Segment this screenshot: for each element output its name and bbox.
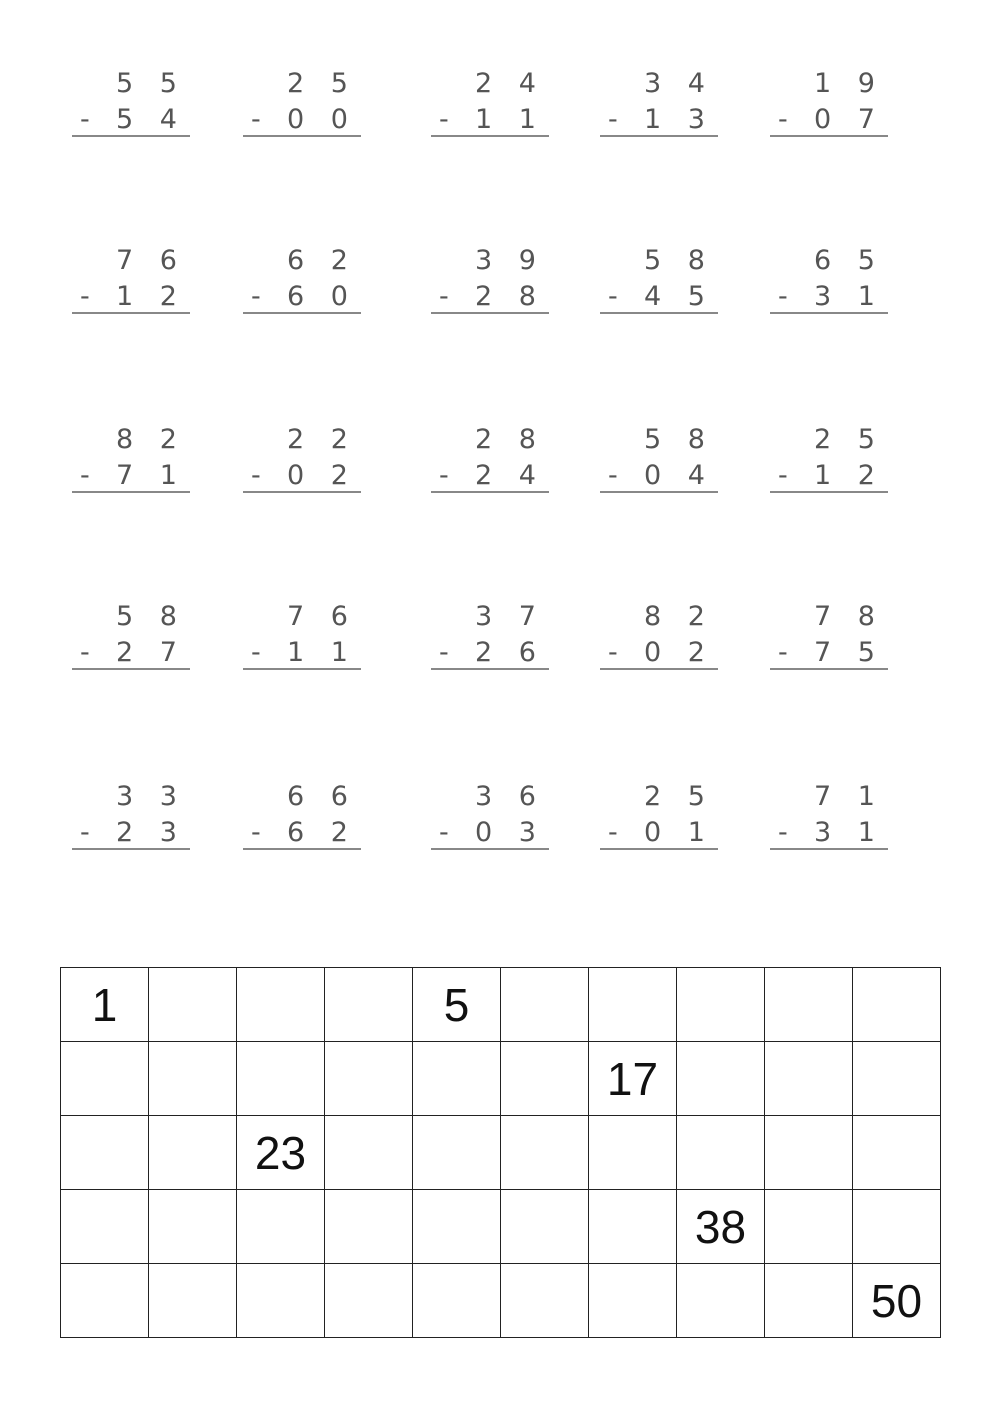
problem (243, 603, 361, 675)
grid-cell[interactable] (765, 1264, 853, 1338)
grid-cell[interactable] (501, 968, 589, 1042)
grid-cell[interactable] (149, 1116, 237, 1190)
grid-cell[interactable] (677, 1042, 765, 1116)
minuend: 5 5 (116, 68, 186, 99)
grid-cell[interactable] (765, 1042, 853, 1116)
number-grid (60, 967, 941, 1338)
problem (600, 426, 718, 498)
minus-sign: - (439, 281, 449, 312)
subtrahend: 1 3 (644, 104, 714, 135)
problem (600, 70, 718, 142)
minuend: 8 2 (116, 424, 186, 455)
grid-cell[interactable]: 23 (237, 1116, 325, 1190)
subtrahend: 0 0 (287, 104, 357, 135)
subtrahend: 7 1 (116, 460, 186, 491)
subtrahend: 2 7 (116, 637, 186, 668)
grid-cell[interactable] (677, 1264, 765, 1338)
minuend: 3 4 (644, 68, 714, 99)
problem (243, 426, 361, 498)
minus-sign: - (439, 637, 449, 668)
problem (770, 70, 888, 142)
grid-row (61, 968, 941, 1042)
answer-line (243, 135, 361, 137)
minuend: 2 5 (814, 424, 884, 455)
answer-line (72, 312, 190, 314)
minuend: 2 5 (644, 781, 714, 812)
problem (431, 247, 549, 319)
grid-cell[interactable] (413, 1190, 501, 1264)
grid-cell[interactable] (61, 1190, 149, 1264)
grid-cell[interactable] (853, 1042, 941, 1116)
minus-sign: - (778, 637, 788, 668)
grid-cell[interactable] (413, 1264, 501, 1338)
grid-cell[interactable] (325, 1264, 413, 1338)
problem (431, 426, 549, 498)
grid-cell[interactable] (237, 968, 325, 1042)
minuend: 7 6 (116, 245, 186, 276)
grid-cell[interactable] (589, 1190, 677, 1264)
minus-sign: - (439, 104, 449, 135)
minus-sign: - (80, 460, 90, 491)
problem (72, 70, 190, 142)
subtrahend: 5 4 (116, 104, 186, 135)
minuend: 7 1 (814, 781, 884, 812)
problem (243, 247, 361, 319)
answer-line (600, 848, 718, 850)
problem (431, 603, 549, 675)
answer-line (72, 668, 190, 670)
grid-cell[interactable] (237, 1264, 325, 1338)
grid-cell[interactable] (149, 1264, 237, 1338)
answer-line (770, 491, 888, 493)
problem (72, 426, 190, 498)
minuend: 2 5 (287, 68, 357, 99)
minuend: 3 6 (475, 781, 545, 812)
minuend: 3 7 (475, 601, 545, 632)
grid-cell[interactable] (853, 1116, 941, 1190)
minus-sign: - (608, 637, 618, 668)
grid-cell[interactable] (501, 1042, 589, 1116)
answer-line (72, 848, 190, 850)
grid-row (61, 1264, 941, 1338)
minuend: 2 8 (475, 424, 545, 455)
minus-sign: - (608, 281, 618, 312)
minus-sign: - (80, 281, 90, 312)
grid-cell[interactable] (589, 1116, 677, 1190)
problem (600, 247, 718, 319)
problem (431, 783, 549, 855)
grid-cell[interactable] (325, 1042, 413, 1116)
answer-line (770, 312, 888, 314)
grid-cell[interactable] (501, 1264, 589, 1338)
problem (72, 247, 190, 319)
grid-cell[interactable] (589, 968, 677, 1042)
subtrahend: 1 1 (287, 637, 357, 668)
minus-sign: - (80, 104, 90, 135)
subtrahend: 1 2 (116, 281, 186, 312)
answer-line (431, 668, 549, 670)
grid-cell[interactable] (237, 1190, 325, 1264)
minus-sign: - (778, 104, 788, 135)
subtrahend: 2 3 (116, 817, 186, 848)
minus-sign: - (251, 104, 261, 135)
minuend: 2 2 (287, 424, 357, 455)
problem (770, 783, 888, 855)
grid-cell[interactable] (853, 1190, 941, 1264)
answer-line (600, 312, 718, 314)
subtrahend: 0 2 (287, 460, 357, 491)
problem (243, 783, 361, 855)
grid-row (61, 1190, 941, 1264)
subtrahend: 3 1 (814, 281, 884, 312)
grid-cell[interactable] (677, 1116, 765, 1190)
minus-sign: - (778, 460, 788, 491)
subtrahend: 2 4 (475, 460, 545, 491)
subtrahend: 0 2 (644, 637, 714, 668)
subtrahend: 1 2 (814, 460, 884, 491)
minuend: 7 6 (287, 601, 357, 632)
subtrahend: 6 2 (287, 817, 357, 848)
minus-sign: - (80, 637, 90, 668)
grid-cell[interactable] (149, 968, 237, 1042)
grid-cell[interactable]: 38 (677, 1190, 765, 1264)
minuend: 7 8 (814, 601, 884, 632)
grid-cell[interactable] (853, 968, 941, 1042)
minus-sign: - (439, 817, 449, 848)
grid-cell[interactable] (413, 1116, 501, 1190)
subtrahend: 0 4 (644, 460, 714, 491)
minuend: 3 3 (116, 781, 186, 812)
answer-line (770, 668, 888, 670)
grid-cell[interactable] (589, 1264, 677, 1338)
answer-line (600, 668, 718, 670)
minus-sign: - (251, 637, 261, 668)
answer-line (770, 135, 888, 137)
subtrahend: 7 5 (814, 637, 884, 668)
answer-line (431, 491, 549, 493)
grid-cell[interactable] (765, 1116, 853, 1190)
answer-line (72, 491, 190, 493)
answer-line (243, 848, 361, 850)
answer-line (770, 848, 888, 850)
minus-sign: - (608, 460, 618, 491)
answer-line (243, 312, 361, 314)
minuend: 1 9 (814, 68, 884, 99)
grid-cell[interactable] (149, 1042, 237, 1116)
subtrahend: 0 1 (644, 817, 714, 848)
minus-sign: - (778, 817, 788, 848)
problem (600, 603, 718, 675)
answer-line (600, 491, 718, 493)
subtrahend: 1 1 (475, 104, 545, 135)
problem (72, 783, 190, 855)
answer-line (243, 668, 361, 670)
grid-cell[interactable] (765, 968, 853, 1042)
subtrahend: 6 0 (287, 281, 357, 312)
minuend: 5 8 (644, 245, 714, 276)
minus-sign: - (778, 281, 788, 312)
problem (770, 426, 888, 498)
subtrahend: 3 1 (814, 817, 884, 848)
grid-cell[interactable] (765, 1190, 853, 1264)
minus-sign: - (608, 104, 618, 135)
grid-row (61, 1042, 941, 1116)
minus-sign: - (251, 817, 261, 848)
grid-cell[interactable] (325, 968, 413, 1042)
grid-cell[interactable]: 50 (853, 1264, 941, 1338)
subtrahend: 0 3 (475, 817, 545, 848)
grid-row (61, 1116, 941, 1190)
grid-cell[interactable] (325, 1190, 413, 1264)
minuend: 6 5 (814, 245, 884, 276)
subtrahend: 4 5 (644, 281, 714, 312)
answer-line (243, 491, 361, 493)
subtrahend: 2 6 (475, 637, 545, 668)
problem (600, 783, 718, 855)
minus-sign: - (80, 817, 90, 848)
minus-sign: - (439, 460, 449, 491)
grid-cell[interactable]: 5 (413, 968, 501, 1042)
grid-cell[interactable] (61, 1264, 149, 1338)
minuend: 3 9 (475, 245, 545, 276)
minus-sign: - (251, 460, 261, 491)
minuend: 8 2 (644, 601, 714, 632)
minus-sign: - (251, 281, 261, 312)
problem (770, 247, 888, 319)
grid-cell[interactable]: 1 (61, 968, 149, 1042)
problem (431, 70, 549, 142)
answer-line (431, 848, 549, 850)
grid-cell[interactable] (61, 1116, 149, 1190)
answer-line (431, 135, 549, 137)
minuend: 5 8 (644, 424, 714, 455)
minuend: 6 6 (287, 781, 357, 812)
problem (72, 603, 190, 675)
answer-line (600, 135, 718, 137)
problem (770, 603, 888, 675)
minus-sign: - (608, 817, 618, 848)
grid-cell[interactable] (237, 1042, 325, 1116)
minuend: 5 8 (116, 601, 186, 632)
problem (243, 70, 361, 142)
grid-cell[interactable]: 17 (589, 1042, 677, 1116)
minuend: 2 4 (475, 68, 545, 99)
grid-cell[interactable] (677, 968, 765, 1042)
grid-cell[interactable] (325, 1116, 413, 1190)
answer-line (72, 135, 190, 137)
subtrahend: 2 8 (475, 281, 545, 312)
grid-cell[interactable] (501, 1190, 589, 1264)
grid-cell[interactable] (501, 1116, 589, 1190)
minuend: 6 2 (287, 245, 357, 276)
grid-cell[interactable] (149, 1190, 237, 1264)
grid-cell[interactable] (61, 1042, 149, 1116)
grid-cell[interactable] (413, 1042, 501, 1116)
answer-line (431, 312, 549, 314)
subtrahend: 0 7 (814, 104, 884, 135)
